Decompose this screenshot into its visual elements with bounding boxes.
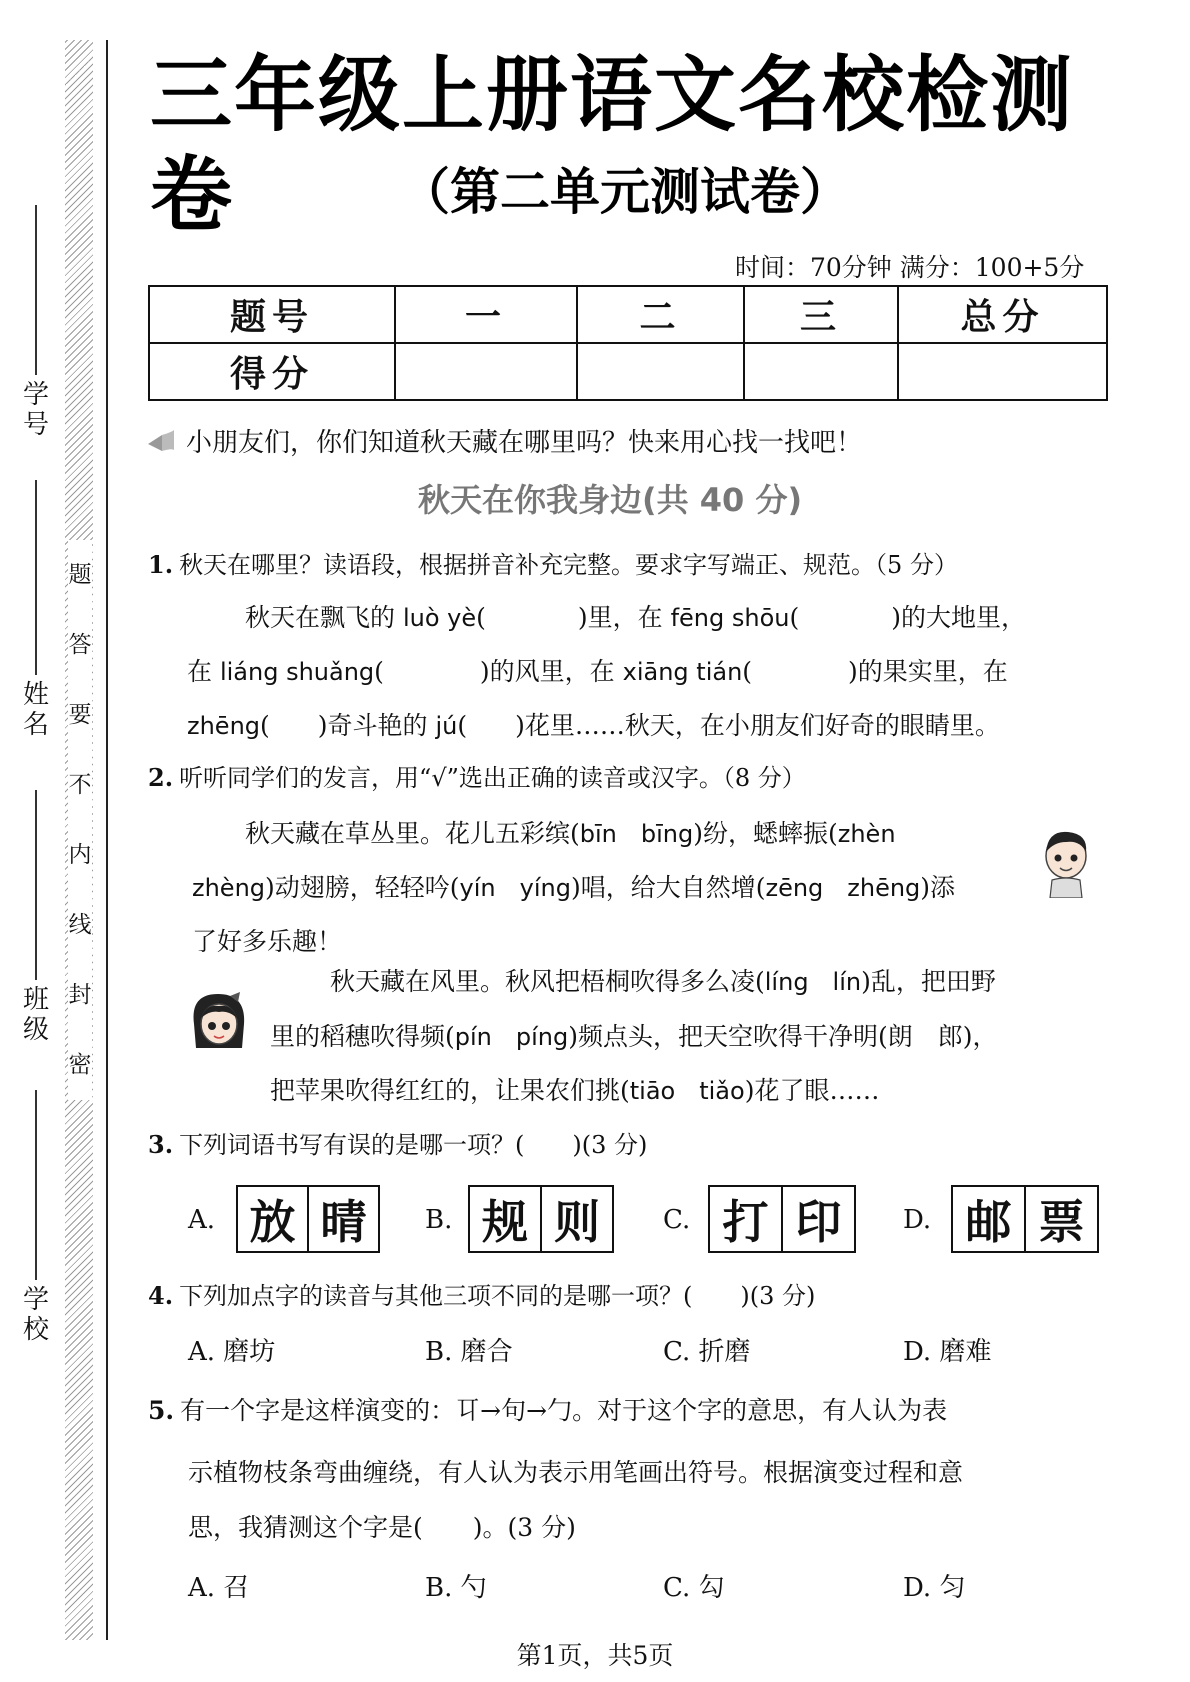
- q2-p1-line-3: 了好多乐趣！: [192, 927, 343, 956]
- class-field[interactable]: [22, 985, 50, 1045]
- text: 在: [187, 657, 220, 686]
- student-id-label: 学号: [22, 380, 49, 440]
- question-5: [148, 1393, 947, 1429]
- score-table-header-row: [149, 286, 1107, 343]
- text: )频点头，把天空吹得干净明(朗 郎)，: [568, 1022, 998, 1051]
- question-prompt-tail: 。对于这个字的意思，有人认为表: [572, 1396, 948, 1425]
- text: )奇斗艳的: [317, 711, 436, 740]
- score-input-cell[interactable]: [395, 343, 577, 400]
- pinyin: luò yè: [402, 604, 477, 632]
- word-char: 规: [482, 1195, 528, 1249]
- q1-line-2: [187, 654, 1008, 690]
- question-1: [148, 547, 958, 583]
- text: )的大地里，: [891, 603, 1027, 632]
- score-table-cell: 三: [744, 286, 898, 343]
- question-4: [148, 1278, 815, 1314]
- seal-char: 要: [68, 702, 92, 728]
- pinyin: zhēng: [187, 712, 261, 740]
- q3-option-label[interactable]: A.: [188, 1205, 216, 1235]
- arrow-icon: →: [480, 1396, 502, 1425]
- text: )唱，给大自然增(: [570, 873, 766, 902]
- question-number: 2.: [148, 763, 174, 792]
- q5-line-3: 思，我猜测这个字是( )。(3 分): [188, 1513, 576, 1542]
- question-prompt: 下列加点字的读音与其他三项不同的是哪一项？( )(3 分): [179, 1282, 816, 1310]
- evolution-glyph: 㔿: [455, 1396, 481, 1425]
- text: 里的稻穗吹得频(: [270, 1022, 455, 1051]
- question-prompt: 下列词语书写有误的是哪一项？( )(3 分): [179, 1131, 648, 1159]
- pinyin-choice[interactable]: zhèng: [192, 874, 266, 902]
- boy-illustration: [1038, 826, 1094, 898]
- text: 秋天藏在风里。秋风把梧桐吹得多么凌(: [330, 967, 765, 996]
- evolution-glyph: 勹: [547, 1396, 573, 1425]
- q5-option-a[interactable]: A. 召: [188, 1573, 250, 1603]
- pinyin: xiāng tián: [622, 658, 743, 686]
- text: )乱，把田野: [861, 967, 996, 996]
- text: (: [476, 603, 486, 632]
- page-subtitle: （第二单元测试卷）: [400, 163, 850, 221]
- q2-p2-line-1: [330, 964, 996, 1000]
- q2-p1-line-2: [192, 870, 955, 906]
- q4-option-d[interactable]: D. 磨难: [903, 1337, 992, 1367]
- name-field[interactable]: [22, 680, 50, 740]
- school-rule: [35, 1090, 37, 1280]
- question-number: 3.: [148, 1130, 174, 1159]
- question-prompt: 有一个字是这样演变的：: [180, 1396, 456, 1425]
- score-input-cell[interactable]: [744, 343, 898, 400]
- text: (: [457, 711, 468, 740]
- q4-option-c[interactable]: C. 折磨: [663, 1337, 751, 1367]
- text: )的风里，在: [479, 657, 623, 686]
- text: 秋天在飘飞的: [245, 603, 403, 632]
- question-number: 4.: [148, 1281, 174, 1310]
- score-input-cell[interactable]: [577, 343, 744, 400]
- q3-word-box-d[interactable]: [951, 1185, 1099, 1253]
- text: (: [374, 657, 384, 686]
- seal-char: 密: [68, 1052, 92, 1078]
- question-2: [148, 760, 806, 796]
- seal-char: 线: [68, 912, 92, 938]
- student-id-rule: [35, 205, 37, 375]
- question-number: 1.: [148, 550, 174, 579]
- q3-word-box-c[interactable]: [708, 1185, 856, 1253]
- question-prompt: 秋天在哪里？读语段，根据拼音补充完整。要求字写端正、规范。（5 分）: [179, 551, 958, 579]
- word-char: 邮: [965, 1195, 1012, 1249]
- q5-option-c[interactable]: C. 勾: [663, 1573, 725, 1603]
- seal-char: 答: [68, 632, 92, 658]
- intro-text: 小朋友们，你们知道秋天藏在哪里吗？快来用心找一找吧！: [186, 428, 863, 458]
- q4-option-b[interactable]: B. 磨合: [425, 1337, 513, 1367]
- pinyin-choice[interactable]: zhèn: [837, 820, 896, 848]
- q3-option-label[interactable]: C.: [663, 1205, 691, 1235]
- name-rule: [35, 480, 37, 675]
- class-label: 班级: [22, 985, 49, 1045]
- pinyin: liáng shuǎng: [219, 658, 375, 686]
- evolution-glyph: 句: [501, 1396, 527, 1425]
- score-table-cell: 一: [395, 286, 577, 343]
- pinyin: fēng shōu: [670, 604, 790, 632]
- word-char: 印: [781, 1187, 854, 1251]
- score-table: [148, 285, 1108, 401]
- word-char: 则: [540, 1187, 612, 1251]
- seal-text: [68, 540, 92, 1100]
- trumpet-icon: [146, 430, 176, 452]
- score-input-cell[interactable]: [898, 343, 1107, 400]
- q1-line-3: [187, 708, 1000, 744]
- score-table-cell: 题号: [149, 286, 395, 343]
- score-table-cell: 得分: [149, 343, 395, 400]
- question-3: [148, 1127, 647, 1163]
- q3-word-box-b[interactable]: [468, 1185, 614, 1253]
- pinyin-choice[interactable]: yín yíng: [459, 874, 571, 902]
- word-char: 票: [1024, 1187, 1097, 1251]
- school-field[interactable]: [22, 1285, 50, 1345]
- time-info: 时间：70分钟 满分：100+5分: [735, 253, 1085, 282]
- q2-p2-line-3: [270, 1073, 879, 1109]
- q3-option-label[interactable]: D.: [903, 1205, 932, 1235]
- text: )纷，蟋蟀振(: [693, 819, 838, 848]
- word-char: 晴: [307, 1187, 378, 1251]
- question-prompt: 听听同学们的发言，用“√”选出正确的读音或汉字。（8 分）: [179, 764, 806, 792]
- word-char: 放: [249, 1195, 296, 1249]
- seal-char: 内: [68, 842, 92, 868]
- q2-p2-line-2: [270, 1019, 998, 1055]
- pinyin-choice[interactable]: bīn bīng: [579, 820, 694, 848]
- binding-line: [106, 40, 108, 1640]
- text: 把苹果吹得红红的，让果农们挑(: [270, 1076, 630, 1105]
- q3-option-label[interactable]: B.: [425, 1205, 453, 1235]
- arrow-icon: →: [526, 1396, 548, 1425]
- question-number: 5.: [148, 1396, 175, 1425]
- text: )添: [920, 873, 956, 902]
- word-char: 打: [722, 1195, 769, 1249]
- pinyin-choice[interactable]: tiāo tiǎo: [629, 1077, 745, 1105]
- text: 秋天藏在草丛里。花儿五彩缤(: [245, 819, 580, 848]
- text: )花了眼……: [744, 1076, 880, 1105]
- score-table-cell: 总分: [898, 286, 1107, 343]
- pinyin: jú: [435, 712, 458, 740]
- q5-option-b[interactable]: B. 勺: [425, 1573, 487, 1603]
- q2-p1-line-1: [245, 816, 896, 852]
- page-title: 三年级上册语文名校检测卷: [150, 48, 1075, 243]
- pinyin-choice[interactable]: líng lín: [764, 968, 862, 996]
- pinyin-choice[interactable]: pín píng: [454, 1023, 569, 1051]
- seal-char: 封: [68, 982, 92, 1008]
- text: )的果实里，在: [848, 657, 1008, 686]
- score-table-cell: 二: [577, 286, 744, 343]
- score-table-score-row: [149, 343, 1107, 400]
- student-id-field[interactable]: [22, 380, 50, 440]
- q5-option-d[interactable]: D. 匀: [903, 1573, 966, 1603]
- q5-line-2: 示植物枝条弯曲缠绕，有人认为表示用笔画出符号。根据演变过程和意: [188, 1458, 964, 1487]
- page-footer: 第1页，共5页: [516, 1641, 674, 1670]
- text: )动翅膀，轻轻吟(: [265, 873, 460, 902]
- text: )里，在: [577, 603, 671, 632]
- school-label: 学校: [22, 1285, 49, 1345]
- text: (: [742, 657, 753, 686]
- class-rule: [35, 790, 37, 980]
- girl-illustration: [186, 988, 252, 1058]
- text: )花里……秋天，在小朋友们好奇的眼睛里。: [515, 711, 1000, 740]
- q4-option-a[interactable]: A. 磨坊: [188, 1337, 276, 1367]
- seal-char: 不: [68, 772, 92, 798]
- name-label: 姓名: [22, 680, 49, 740]
- text: (: [789, 603, 800, 632]
- section-title: 秋天在你我身边(共 40 分): [418, 481, 803, 519]
- pinyin-choice[interactable]: zēng zhēng: [765, 874, 921, 902]
- seal-char: 题: [68, 562, 92, 588]
- text: (: [260, 711, 270, 740]
- q1-line-1: [245, 600, 1026, 636]
- q3-word-box-a[interactable]: [236, 1185, 380, 1253]
